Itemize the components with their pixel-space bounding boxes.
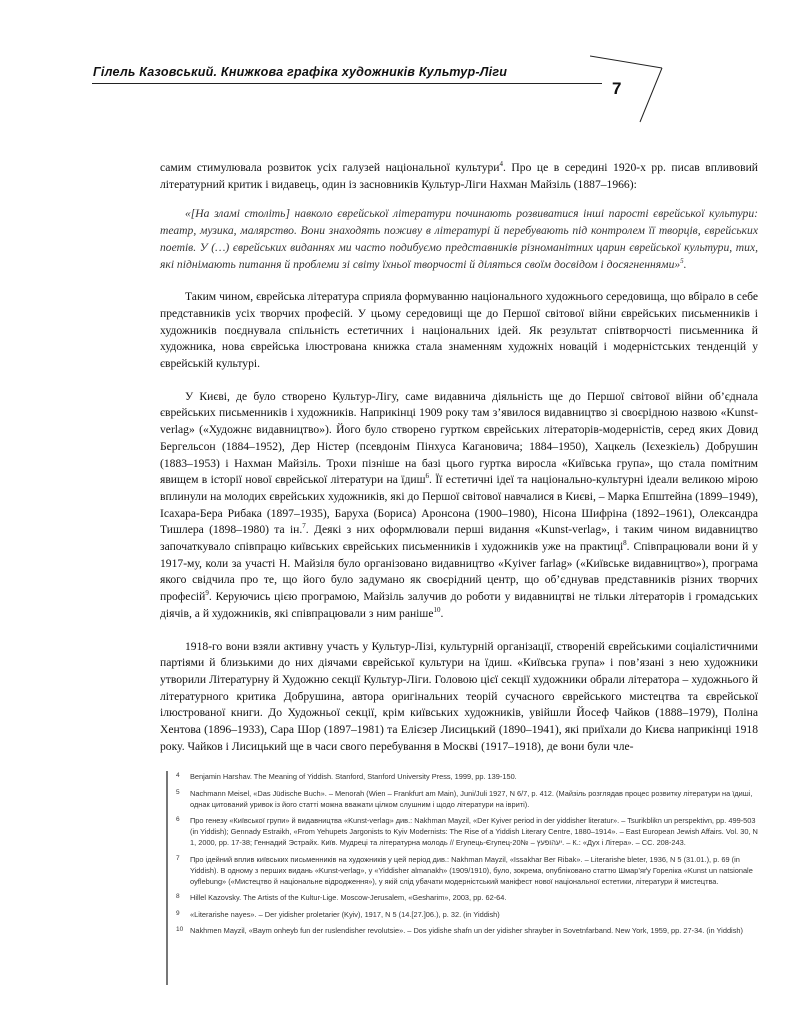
footnote-number: 10 <box>176 926 184 933</box>
footnote-ref[interactable]: 8 <box>623 539 627 548</box>
footnote-number: 9 <box>176 909 180 917</box>
footnote-ref[interactable]: 5 <box>680 256 684 265</box>
paragraph-text: . Деякі з них оформлювали перші видання «Kunst-verlag», і таким чином видавництво започаткувало співпрацю київських єврейських письменників і художників уже на практиці <box>160 523 758 554</box>
paragraph-text: 1918-го вони взяли активну участь у Культур-Лізі, культурній організації, створеній єврейськими соціалістичними партіями й близькими до них діячами єврейської культури на їдиш. «Київська група» і пов’язані з нею художники утворили Літературну й Художню секції Культур-Ліги. Головою цієї секції художники обрали літератора – художнього й літературного критика Добрушина, автора оригінальних теорій сучасного єврейського мистецтва та єврейської ілюстрованої книги. До Художньої секції, крім київських художників, увійшли Йосеф Чайков (1888–1979), Поліна Хентова (1896–1933), Сара Шор (1897–1981) та Елієзер Лисицький (1890–1941), які приїхали до Києва наприкінці 1918 року. Чайков і Лисицький ще в часи свого перебування в Москві (1917–1918), де вони були чле- <box>160 639 758 753</box>
paragraph-text: . Її естетичні ідеї та національно-культурні ідеали великою мірою вплинули на молодих єврейських художників, які до Першої світової навчалися в Києві, – Марка Епштейна (1899–1949), Ісахара-Бера Рибака (1897–1935), Баруха (Бориса) Аронсона (1900–1980), Нісона Шифріна (1892–1961), Олександра Тишлера (1898–1980) та ін. <box>160 473 758 537</box>
page-corner-ornament <box>590 48 670 128</box>
running-header-title: Гілель Казовський. Книжкова графіка художників Культур-Ліги <box>93 65 508 79</box>
footnote-number: 6 <box>176 816 180 823</box>
footnote-item <box>176 815 764 848</box>
footnote-ref[interactable]: 4 <box>499 160 504 169</box>
paragraph-text: . Керуючись цією програмою, Майзіль залучив до роботи у видавництві не тільки літераторів і громадських діячів, а й художників, які співпрацювали з ним раніше <box>160 590 758 620</box>
paragraph-p4 <box>160 389 758 623</box>
footnote-text: Hillel Kazovsky. The Artists of the Kultur-Lige. Moscow-Jerusalem, «Gesharim», 2003, pp. 62-64. <box>190 893 507 902</box>
footnote-text: Nachmann Meisel, «Das Jüdische Buch». – Menorah (Wien – Frankfurt am Main), Juni/Juli 1927, N 6/7, p. 412. (Майзіль розглядав процес розвитку літератури на їдиші, однак цитований уривок із його статті можна вважати цілком слушним і щодо літератури на івриті). <box>190 788 753 809</box>
footnote-item <box>176 771 764 782</box>
paragraph-text: У Києві, де було створено Культур-Лігу, саме видавнича діяльність ще до Першої світової війни об’єднала єврейських письменників і художників. Наприкінці 1909 року там з’явилося видавництво зі своєрідною назвою «Kunst-verlag» («Художнє видавництво»). Його було створено гуртком єврейських літераторів-модерністів, серед яких Довид Бергельсон (1884–1952), Дер Ністер (псевдонім Пінхуса Кагановича; 1884–1950), Хацкель (Ієхезкіель) Добрушин (1883–1953) і Нахман Майзіль. Трохи пізніше на базі цього гуртка виросла «Київська група», що стала помітним явищем в історії нової єврейської літератури на їдиш <box>160 389 758 487</box>
page-number: 7 <box>612 79 622 98</box>
footnote-item <box>176 892 764 903</box>
paragraph-text: . <box>440 606 444 620</box>
paragraph-text: Таким чином, єврейська література сприяла формуванню національного художнього середовища, що вбірало в себе представників усіх творчих професій. У цьому середовищі ще до Першої світової війни єврейських письменників і художників поєднувала спільність естетичних і національних ідей. Як результат співтворчості письменника й художника, нова єврейська ілюстрована книжка стала знаменням художніх новацій і модерністських тенденцій у єврейській культурі. <box>160 290 758 371</box>
paragraph-text: самим стимулювала розвиток усіх галузей національної культури <box>160 161 500 174</box>
footnote-item <box>176 909 764 920</box>
footnote-number: 7 <box>176 854 180 862</box>
paragraph-p1 <box>160 160 758 193</box>
footnote-ref[interactable]: 7 <box>302 522 306 531</box>
footnote-ref[interactable]: 10 <box>433 606 441 615</box>
paragraph-text: «[На зламі століть] навколо єврейської літератури починають розвиватися інші паростi єврейської культури: театр, музика, малярство. Вони знаходять поживу в літературі й перебувають під контролем її творців, єврейських поетів. У (…) єврейських виданнях ми часто подибуємо представників різноманітних царин єврейської культури, тих, які піднімають питання й проблеми зі світу їхньої творчості й діляться своїм досвідом і досягненнями» <box>160 207 758 271</box>
footnote-ref[interactable]: 6 <box>425 472 430 481</box>
footnote-text: «Literarishe nayes». – Der yidisher proletarier (Kyiv), 1917, N 5 (14.[27.]06.), p. 32. (in Yiddish) <box>190 909 500 919</box>
footnote-text: Про генезу «Київської групи» й видавництва «Kunst-verlag» див.: Nakhman Mayzil, «Der Kyiver period in der yiddisher literatur». – Tsurikblikn un perspektivn, pp. 499-503 (in Yiddish); Gennady Estraikh, «From Yehupets Jargonists to Kyiv Modernists: The Rise of a Yiddish Literary Centre, 1880–1914». – East European Jewish Affairs. Vol. 30, N 1, 2000, pp. 17-38; Геннадий Эстрайх. Київ. Мудреці та літературна молодь // Егупець-Єгупец-20№ – יעהופּעץ. – К.: «Дух і Літера». – СС. 208-243. <box>190 816 758 847</box>
footnote-ref[interactable]: 9 <box>205 589 209 598</box>
article-body <box>160 160 758 756</box>
footnote-number: 5 <box>176 788 180 796</box>
footnote-number: 8 <box>176 893 180 900</box>
paragraph-p3 <box>160 289 758 373</box>
paragraph-text: . <box>683 257 687 271</box>
footnote-text: Про ідейний вплив київських письменників на художників у цей період див.: Nakhman Mayzil, «Issakhar Ber Ribak». – Literarishe bleter, 1936, N 5 (31.01.), p. 69 (in Yiddish). В одному з перших видань «Kunst-verlag», у «Yiddisher almanakh» (1909/1910), було, зокрема, опубліковано статтю Шмар’яґу Горелікa «Kunst un natsionale oyflebung» («Мистецтво й національне відродження»), у якій слід убачати модерністський маніфест нової національної естетики, літератури й мистецтва. <box>190 854 753 886</box>
footnote-item <box>176 854 764 887</box>
header-rule <box>92 83 602 84</box>
paragraph-p2 <box>160 206 758 273</box>
footnote-item <box>176 925 764 936</box>
footnote-number: 4 <box>176 772 180 779</box>
footnote-text: Benjamin Harshav. The Meaning of Yiddish. Stanford, Stanford University Press, 1999, pp. 139-150. <box>190 772 517 781</box>
paragraph-text: . Співпрацювали вони й у 1917-му, коли за участі Н. Майзіля було організовано видавництво «Kyiver farlag» («Київське видавництво»), програма якого свідчила про те, що його було задумано як своєрідний центр, що об’єднував представників різних творчих професій <box>160 540 758 604</box>
footnotes <box>166 771 764 985</box>
footnote-text: Nakhmen Mayzil, «Baym onheyb fun der ruslendisher revolutsie». – Dos yidishe shafn un der yidisher shrayber in Sovetnfarband. New York, 1959, pp. 27-34. (in Yiddish) <box>190 926 743 935</box>
footnote-item <box>176 788 764 810</box>
paragraph-text: . Про це в середині 1920-х рр. писав впливовий літературний критик і видавець, один із засновників Культур-Ліги Нахман Майзіль (1887–1966): <box>160 161 759 191</box>
paragraph-p5 <box>160 639 758 756</box>
